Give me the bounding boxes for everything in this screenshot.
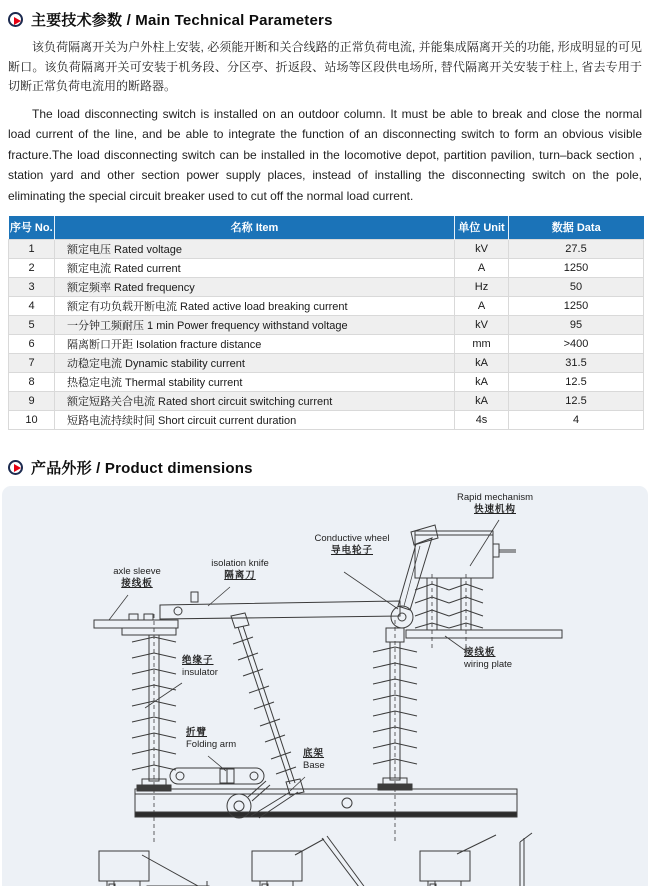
table-row: 1 额定电压 Rated voltage kV 27.5 xyxy=(9,239,644,258)
table-row: 5 一分钟工频耐压 1 min Power frequency withstand voltage kV 95 xyxy=(9,315,644,334)
section-main-technical-parameters xyxy=(8,9,642,30)
section-product-dimensions xyxy=(8,457,642,478)
play-bullet-icon xyxy=(8,460,23,475)
label-axle-sleeve: axle sleeve 接线板 xyxy=(113,565,161,589)
paragraph-chinese: 该负荷隔离开关为户外柱上安装, 必须能开断和关合线路的正常负荷电流, 并能集成隔离开关的功能, 形成明显的可见断口。该负荷隔离开关可安装于机务段、分区亭、折返段、站场等区段供电场所, 替代隔离开关安装于柱上, 省去专用于切断正常负荷电流用的断路器。 xyxy=(8,40,642,93)
column-header-item: 名称 Item xyxy=(55,216,455,239)
column-header-no: 序号 No. xyxy=(9,216,55,239)
table-row: 9 额定短路关合电流 Rated short circuit switching current kA 12.5 xyxy=(9,391,644,410)
section-title: 产品外形 / Product dimensions xyxy=(31,459,253,477)
column-header-unit: 单位 Unit xyxy=(455,216,509,239)
label-folding-arm: 折臂 Folding arm xyxy=(186,726,237,750)
column-header-data: 数据 Data xyxy=(509,216,644,239)
parameters-table xyxy=(8,216,644,430)
product-dimensions-drawing-panel xyxy=(2,486,648,886)
table-row: 8 热稳定电流 Thermal stability current kA 12.5 xyxy=(9,372,644,391)
table-row: 7 动稳定电流 Dynamic stability current kA 31.5 xyxy=(9,353,644,372)
table-row: 6 隔离断口开距 Isolation fracture distance mm >400 xyxy=(9,334,644,353)
label-rapid-mechanism: Rapid mechanism 快速机构 xyxy=(456,491,534,515)
label-isolation-knife: isolation knife 隔离刀 xyxy=(211,557,269,581)
table-row: 10 短路电流持续时间 Short circuit current duration 4s 4 xyxy=(9,410,644,429)
label-conductive-wheel: Conductive wheel 导电轮子 xyxy=(314,532,390,556)
table-row: 2 额定电流 Rated current A 1250 xyxy=(9,258,644,277)
table-row: 3 额定频率 Rated frequency Hz 50 xyxy=(9,277,644,296)
label-insulator: 绝缘子 insulator xyxy=(182,654,218,678)
section-title: 主要技术参数 / Main Technical Parameters xyxy=(31,12,333,29)
paragraph-english: The load disconnecting switch is installed on an outdoor column. It must be able to break and close the normal load current of the line, and be able to integrate the function of an disconnecting switch to form an obvious visible fracture.The load disconnecting switch can be installed in the locomotive depot, partition pavilion, turn–back section , station yard and other section power supply places, instead of installing the disconnecting switch on the pole, eliminating the special circuit breaker used to cut off the normal load current. xyxy=(8,106,642,203)
table-header-row xyxy=(9,216,644,239)
label-wiring-plate: 接线板 wiring plate xyxy=(464,646,513,670)
table-row: 4 额定有功负载开断电流 Rated active load breaking current A 1250 xyxy=(9,296,644,315)
label-base: 底架 Base xyxy=(303,747,325,771)
play-bullet-icon xyxy=(8,12,23,27)
